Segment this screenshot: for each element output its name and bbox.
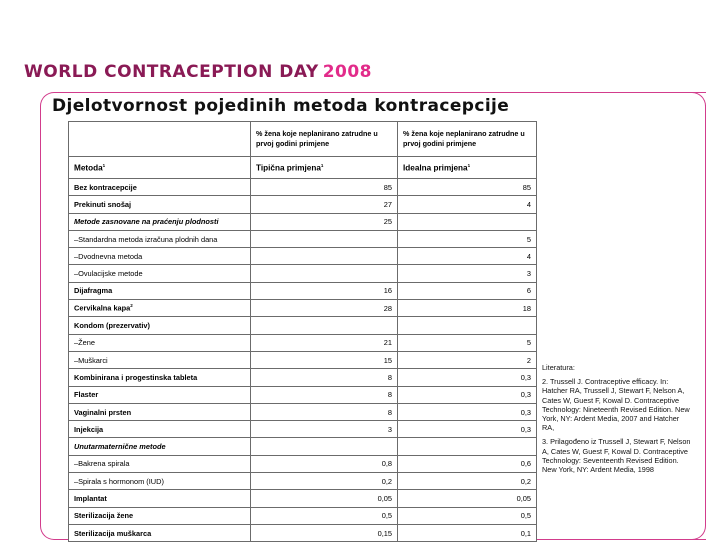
method-cell: Metode zasnovane na praćenju plodnosti [69,213,251,230]
method-cell: –Muškarci [69,351,251,368]
column-header-method: Metoda$^1$ [69,157,251,179]
typical-use-cell: 27 [251,196,398,213]
typical-use-cell: 0,15 [251,524,398,541]
method-cell: Kombinirana i progestinska tableta [69,369,251,386]
page-title: Djelotvornost pojedinih metoda kontracepcije [52,96,510,116]
method-cell: –Ovulacijske metode [69,265,251,282]
table-row [69,421,537,438]
typical-use-cell: 0,5 [251,507,398,524]
ideal-use-cell: 2 [398,351,537,368]
table-row [69,403,537,420]
table-row [69,248,537,265]
table-row [69,179,537,196]
table-row [69,300,537,317]
ideal-use-cell: 5 [398,230,537,247]
references-heading: Literatura: [542,363,575,372]
table-row [69,230,537,247]
group-header-typical: % žena koje neplanirano zatrudne u prvoj godini primjene [251,122,398,157]
references [542,363,692,479]
ideal-use-cell: 0,3 [398,421,537,438]
method-cell: Vaginalni prsten [69,403,251,420]
table-row [69,317,537,334]
method-cell: –Dvodnevna metoda [69,248,251,265]
table-row [69,213,537,230]
ideal-use-cell [398,438,537,455]
method-cell: –Spirala s hormonom (IUD) [69,473,251,490]
method-cell: Dijafragma [69,282,251,299]
method-cell: –Žene [69,334,251,351]
table-row [69,507,537,524]
banner-text: WORLD CONTRACEPTION DAY [24,62,319,82]
typical-use-cell [251,265,398,282]
reference-item: 3. Prilagođeno iz Trussell J, Stewart F, Nelson A, Cates W, Guest F, Kowal D. Contraceptive Technology: Seventeenth Revised Edition. New York, NY: Ardent Media, 1998 [542,437,691,475]
method-cell: Sterilizacija žene [69,507,251,524]
ideal-use-cell: 4 [398,248,537,265]
ideal-use-cell: 0,3 [398,369,537,386]
typical-use-cell: 25 [251,213,398,230]
ideal-use-cell: 5 [398,334,537,351]
typical-use-cell [251,230,398,247]
table-row [69,524,537,541]
table-row [69,282,537,299]
ideal-use-cell: 0,2 [398,473,537,490]
method-cell: Injekcija [69,421,251,438]
typical-use-cell: 0,8 [251,455,398,472]
table-row [69,369,537,386]
ideal-use-cell: 0,3 [398,386,537,403]
typical-use-cell: 85 [251,179,398,196]
method-cell: Sterilizacija muškarca [69,524,251,541]
ideal-use-cell: 0,3 [398,403,537,420]
typical-use-cell: 15 [251,351,398,368]
ideal-use-cell: 3 [398,265,537,282]
typical-use-cell [251,248,398,265]
method-cell: Implantat [69,490,251,507]
reference-item: 2. Trussell J. Contraceptive efficacy. In: Hatcher RA, Trussell J, Stewart F, Nelson A, Cates W, Guest F, Kowal D. Contraceptive Technology: Nineteenth Revised Edition. New York, NY: Ardent Media, 2007 and Hatcher RA, [542,377,690,433]
typical-use-cell: 8 [251,403,398,420]
ideal-use-cell: 0,05 [398,490,537,507]
typical-use-cell: 3 [251,421,398,438]
typical-use-cell [251,317,398,334]
group-header-row [69,122,537,157]
ideal-use-cell: 0,1 [398,524,537,541]
table-row [69,334,537,351]
method-cell: –Standardna metoda izračuna plodnih dana [69,230,251,247]
column-header-typical: Tipična primjena$^1$ [251,157,398,179]
group-header-empty [69,122,251,157]
group-header-ideal: % žena koje neplanirano zatrudne u prvoj godini primjene [398,122,537,157]
column-header-row [69,157,537,179]
world-contraception-day-banner [24,62,372,82]
ideal-use-cell: 18 [398,300,537,317]
frame-right-edge [705,105,706,526]
column-header-ideal: Idealna primjena$^1$ [398,157,537,179]
ideal-use-cell: 4 [398,196,537,213]
table-row [69,265,537,282]
table-row [69,196,537,213]
table-row [69,455,537,472]
typical-use-cell: 8 [251,369,398,386]
typical-use-cell: 21 [251,334,398,351]
ideal-use-cell [398,317,537,334]
ideal-use-cell: 0,5 [398,507,537,524]
table-row [69,490,537,507]
banner-year: 2008 [322,62,373,82]
ideal-use-cell: 85 [398,179,537,196]
method-cell: Prekinuti snošaj [69,196,251,213]
table-row [69,351,537,368]
effectiveness-table [68,121,537,542]
typical-use-cell: 0,2 [251,473,398,490]
table-row [69,473,537,490]
method-cell: Flaster [69,386,251,403]
table-row [69,386,537,403]
ideal-use-cell: 0,6 [398,455,537,472]
table-row [69,438,537,455]
typical-use-cell: 28 [251,300,398,317]
method-cell: Bez kontracepcije [69,179,251,196]
method-cell: Unutarmaternične metode [69,438,251,455]
method-cell: Kondom (prezervativ) [69,317,251,334]
ideal-use-cell [398,213,537,230]
typical-use-cell [251,438,398,455]
typical-use-cell: 0,05 [251,490,398,507]
typical-use-cell: 16 [251,282,398,299]
method-cell: –Bakrena spirala [69,455,251,472]
typical-use-cell: 8 [251,386,398,403]
ideal-use-cell: 6 [398,282,537,299]
method-cell: Cervikalna kapa$^2$ [69,300,251,317]
